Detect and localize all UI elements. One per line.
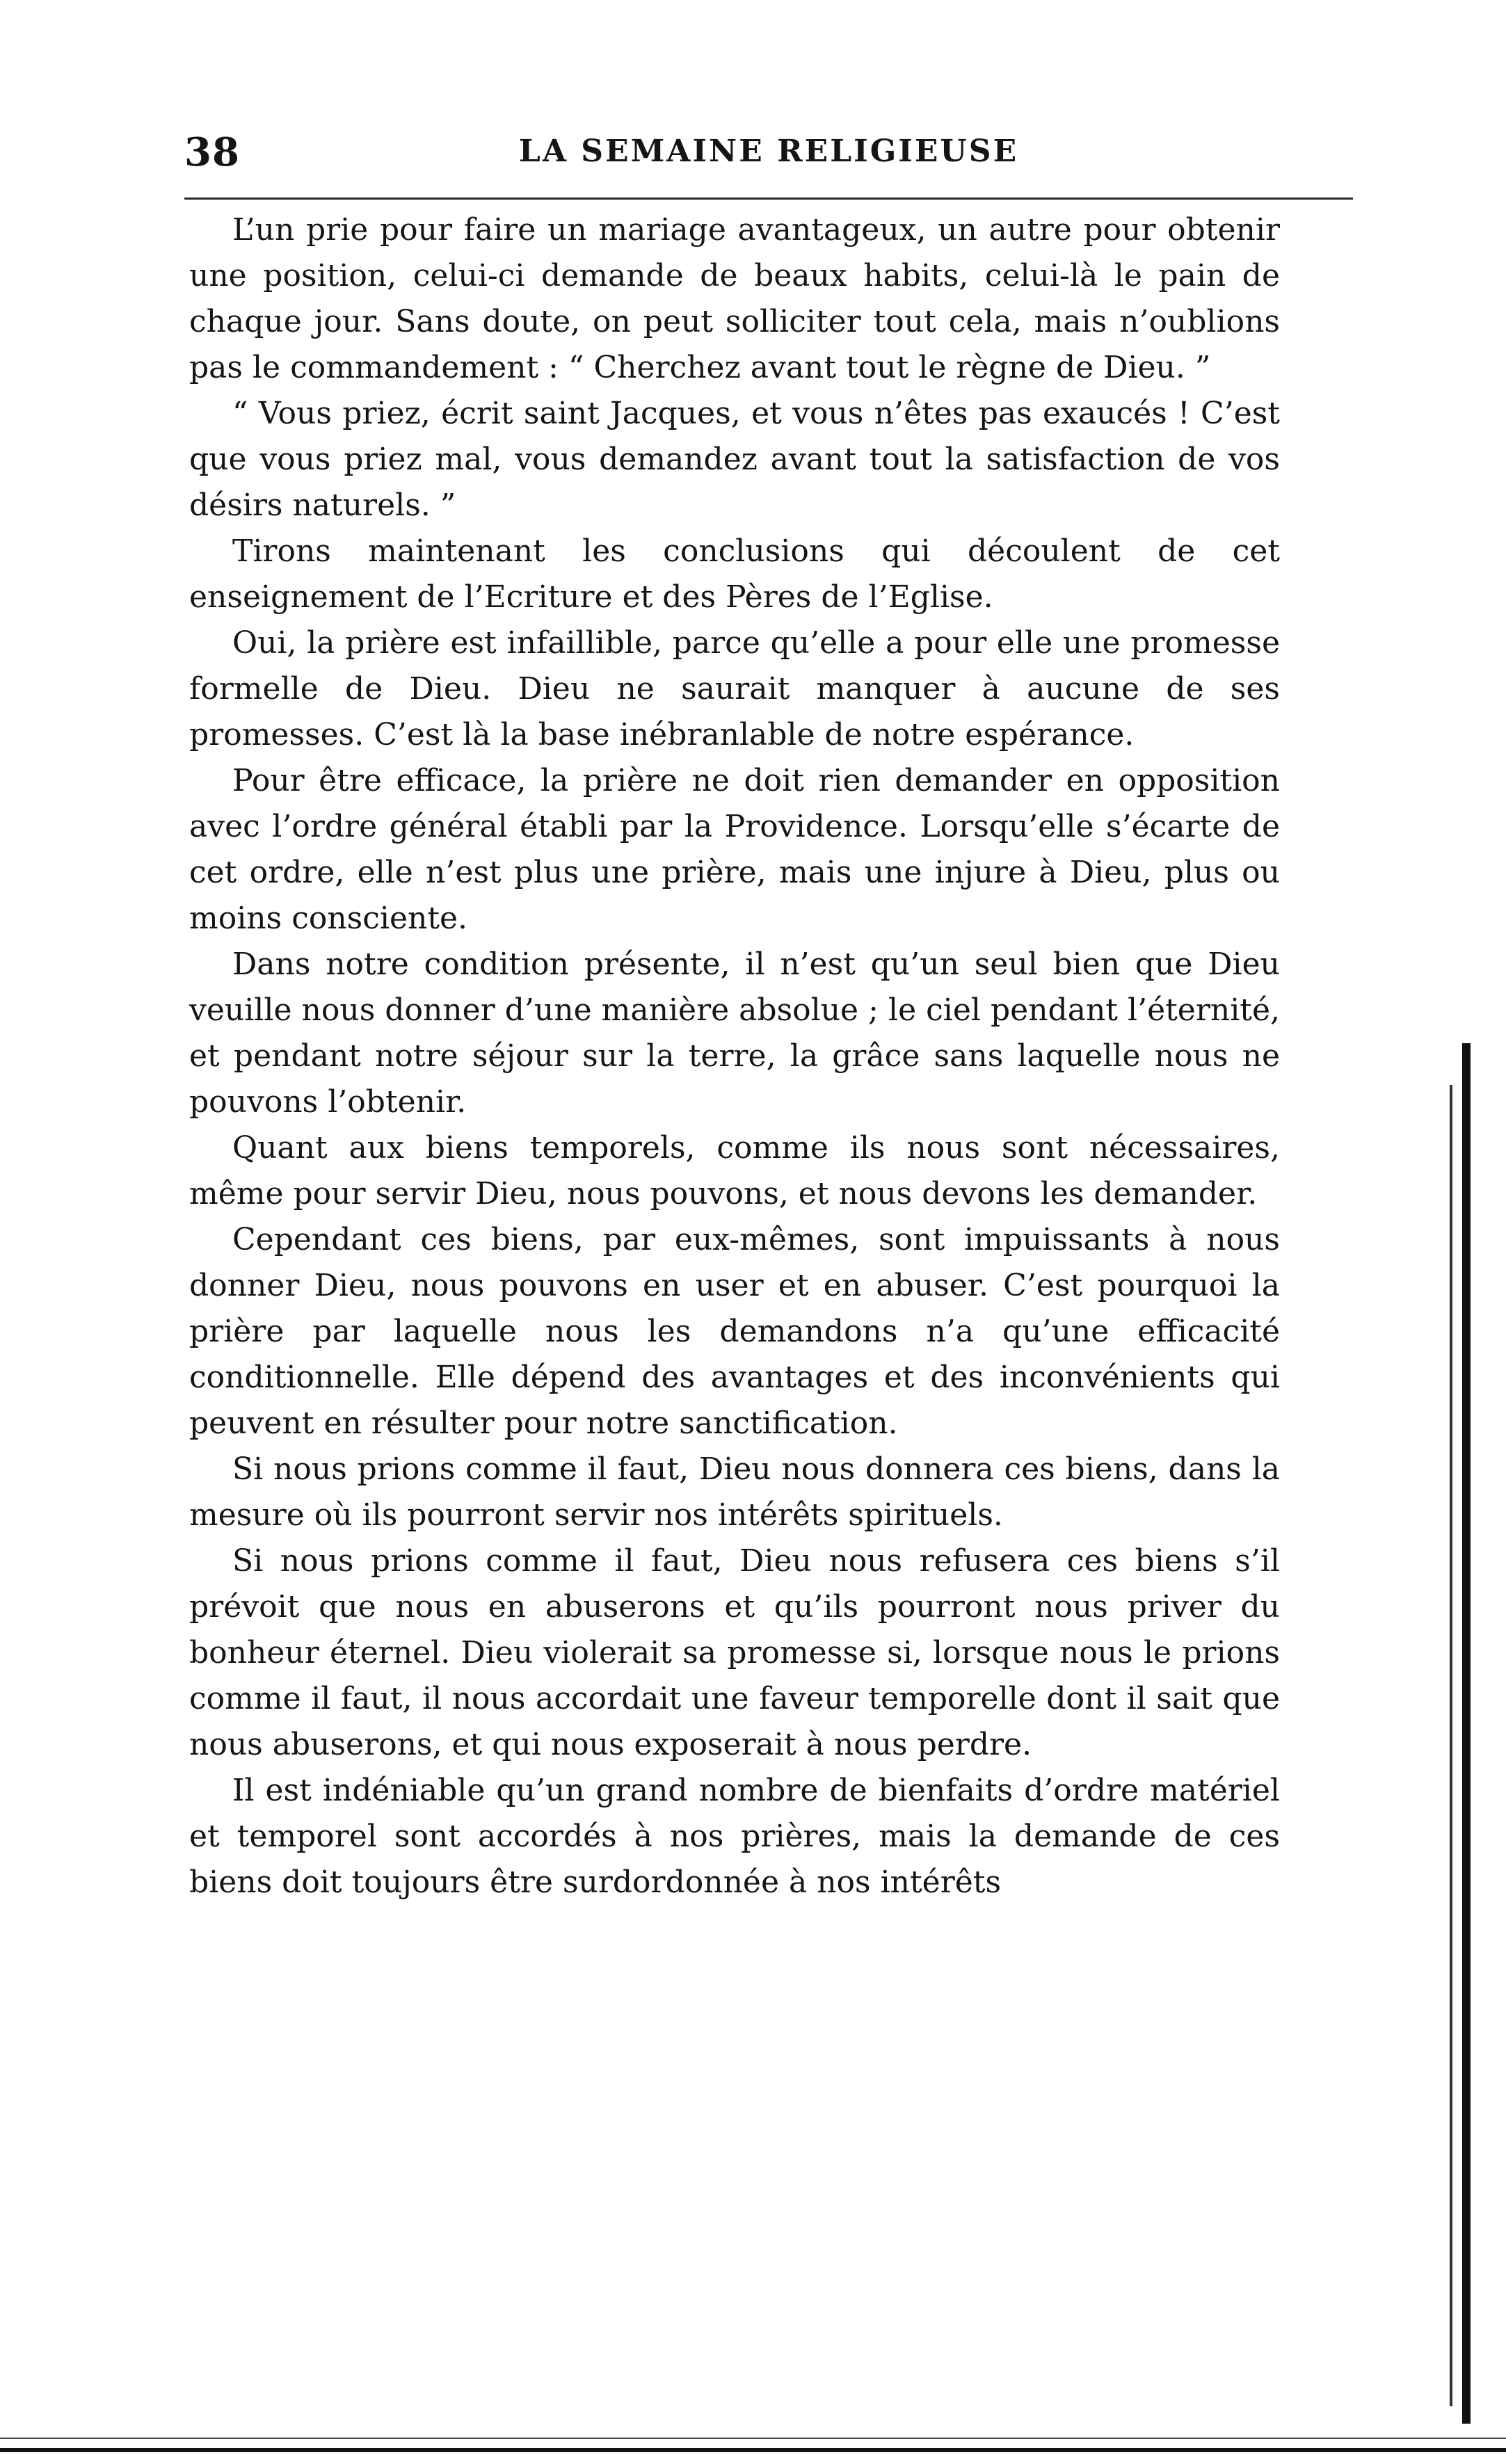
header-rule: [184, 198, 1353, 200]
running-head: [184, 129, 1353, 178]
paragraph: Dans notre condition présente, il n’est qu’un seul bien que Dieu veuille nous donner d’une manière absolue ; le ciel pendant l’éternité, et pendant notre séjour sur la terre, la grâce sans laquelle nous ne pouvons l’obtenir.: [189, 947, 1280, 1120]
paragraph: Il est indéniable qu’un grand nombre de bienfaits d’ordre matériel et temporel sont accordés à nos prières, mais la demande de ces biens doit toujours être surdordonnée à nos intérêts: [189, 1773, 1280, 1900]
paragraph: “ Vous priez, écrit saint Jacques, et vous n’êtes pas exaucés ! C’est que vous priez mal, vous demandez avant tout la satisfaction de vos désirs naturels. ”: [189, 396, 1280, 523]
page-number: 38: [184, 129, 240, 175]
body-text: [189, 207, 1280, 1906]
bottom-edge: [0, 2448, 1506, 2452]
paragraph: Pour être efficace, la prière ne doit rien demander en opposition avec l’ordre général établi par la Providence. Lorsqu’elle s’écarte de cet ordre, elle n’est plus une prière, mais une injure à Dieu, plus ou moins consciente.: [189, 763, 1280, 936]
bottom-edge-line: [0, 2438, 1506, 2439]
paragraph: Quant aux biens temporels, comme ils nous sont nécessaires, même pour servir Dieu, nous pouvons, et nous devons les demander.: [189, 1130, 1280, 1211]
paragraph: Tirons maintenant les conclusions qui découlent de cet enseignement de l’Ecriture et des Pères de l’Eglise.: [189, 533, 1280, 615]
page-edge-shadow: [1450, 1085, 1452, 2406]
paragraph: Oui, la prière est infaillible, parce qu’elle a pour elle une promesse formelle de Dieu. Dieu ne saurait manquer à aucune de ses promesses. C’est là la base inébranlable de notre espérance.: [189, 625, 1280, 752]
page-edge-binding: [1462, 1043, 1471, 2424]
paragraph: Si nous prions comme il faut, Dieu nous donnera ces biens, dans la mesure où ils pourront servir nos intérêts spirituels.: [189, 1451, 1280, 1533]
paragraph: Si nous prions comme il faut, Dieu nous refusera ces biens s’il prévoit que nous en abuserons et qu’ils pourront nous priver du bonheur éternel. Dieu violerait sa promesse si, lorsque nous le prions comme il faut, il nous accordait une faveur temporelle dont il sait que nous abuserons, et qui nous exposerait à nous perdre.: [189, 1543, 1280, 1762]
paragraph: Cependant ces biens, par eux-mêmes, sont impuissants à nous donner Dieu, nous pouvons en user et en abuser. C’est pourquoi la prière par laquelle nous les demandons n’a qu’une efficacité conditionnelle. Elle dépend des avantages et des inconvénients qui peuvent en résulter pour notre sanctification.: [189, 1222, 1280, 1441]
running-title: LA SEMAINE RELIGIEUSE: [518, 134, 1019, 169]
paragraph: L’un prie pour faire un mariage avantageux, un autre pour obtenir une position, celui-ci demande de beaux habits, celui-là le pain de chaque jour. Sans doute, on peut solliciter tout cela, mais n’oublions pas le commandement : “ Cherchez avant tout le règne de Dieu. ”: [189, 212, 1280, 385]
